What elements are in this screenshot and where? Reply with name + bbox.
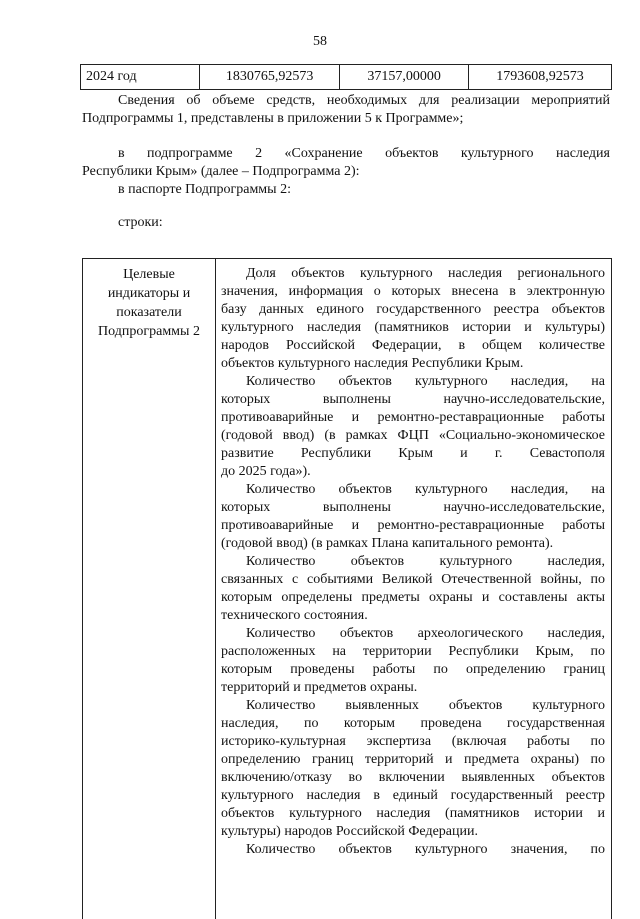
paragraph-line: Количество объектов археологического наследия,	[246, 626, 605, 641]
paragraph-line: развитие Республики Крым и г. Севастополя	[221, 446, 605, 461]
paragraph-line: противоаварийные и ремонтно-реставрационные работы	[221, 410, 605, 425]
paragraph-line: технического состояния.	[221, 608, 368, 623]
page-number: 58	[313, 34, 327, 49]
paragraph-line: включению/отказу во включении выявленных объектов	[221, 770, 605, 785]
passport-content-column	[216, 259, 611, 919]
label-line: Подпрограммы 2	[98, 324, 200, 339]
paragraph-line: которых выполнены научно-исследовательские,	[221, 500, 605, 515]
paragraph-line: территорий и предметов охраны.	[221, 680, 418, 695]
paragraph-line: Доля объектов культурного наследия регионального	[246, 266, 605, 281]
paragraph-line: Количество объектов культурного наследия, на	[246, 482, 605, 497]
paragraph-line: связанных с событиями Великой Отечественной войны, по	[221, 572, 605, 587]
paragraph-line: которым определены предметы охраны и составлены акты	[221, 590, 605, 605]
amount-cell-2: 37157,00000	[339, 65, 468, 89]
paragraph-line: культурного наследия (памятников истории и культуры)	[221, 320, 605, 335]
paragraph-line: объектов культурного наследия (памятников истории и	[221, 806, 605, 821]
label-line: показатели	[116, 305, 182, 320]
intro-line-4: Республики Крым» (далее – Подпрограмма 2):	[82, 164, 360, 179]
amount-cell-3: 1793608,92573	[468, 65, 611, 89]
total-amount-cell: 1830765,92573	[199, 65, 339, 89]
paragraph-line: народов Российской Федерации, в общем количестве	[221, 338, 605, 353]
intro-line-1: Сведения об объеме средств, необходимых для реализации мероприятий	[118, 93, 610, 108]
intro-line-6: строки:	[118, 215, 163, 230]
paragraph-line: противоаварийные и ремонтно-реставрационные работы	[221, 518, 605, 533]
paragraph-line: до 2025 года»).	[221, 464, 311, 479]
paragraph-line: определению границ территорий и предмета охраны) по	[221, 752, 605, 767]
intro-line-2: Подпрограммы 1, представлены в приложении 5 к Программе»;	[82, 111, 464, 126]
paragraph-line: значения, информация о которых внесена в электронную	[221, 284, 605, 299]
passport-label-column	[83, 259, 216, 919]
label-line: индикаторы и	[107, 286, 191, 301]
paragraph-line: (годовой ввод) (в рамках ФЦП «Социально-экономическое	[221, 428, 605, 443]
paragraph-line: которым проведены работы по определению границ	[221, 662, 605, 677]
paragraph-line: историко-культурная экспертиза (включая работы по	[221, 734, 605, 749]
paragraph-line: которых выполнены научно-исследовательские,	[221, 392, 605, 407]
paragraph-line: Количество объектов культурного наследия,	[246, 554, 605, 569]
paragraph-line: наследия, по которым проведена государственная	[221, 716, 605, 731]
passport-table	[82, 258, 612, 919]
paragraph-line: культурного наследия в единый государственный реестр	[221, 788, 605, 803]
funding-year-row	[80, 64, 612, 90]
year-cell: 2024 год	[86, 69, 137, 84]
paragraph-line: культуры) народов Российской Федерации.	[221, 824, 478, 839]
label-line: Целевые	[123, 267, 175, 282]
paragraph-line: Количество объектов культурного наследия, на	[246, 374, 605, 389]
paragraph-line: Количество объектов культурного значения, по	[246, 842, 605, 857]
paragraph-line: объектов культурного наследия Республики Крым.	[221, 356, 524, 371]
paragraph-line: Количество выявленных объектов культурного	[246, 698, 605, 713]
paragraph-line: расположенных на территории Республики Крым, по	[221, 644, 605, 659]
paragraph-line: (годовой ввод) (в рамках Плана капитального ремонта).	[221, 536, 554, 551]
intro-line-3: в подпрограмме 2 «Сохранение объектов культурного наследия	[118, 146, 610, 161]
passport-label	[83, 265, 215, 341]
paragraph-line: базу данных единого государственного реестра объектов	[221, 302, 605, 317]
intro-line-5: в паспорте Подпрограммы 2:	[118, 182, 291, 197]
